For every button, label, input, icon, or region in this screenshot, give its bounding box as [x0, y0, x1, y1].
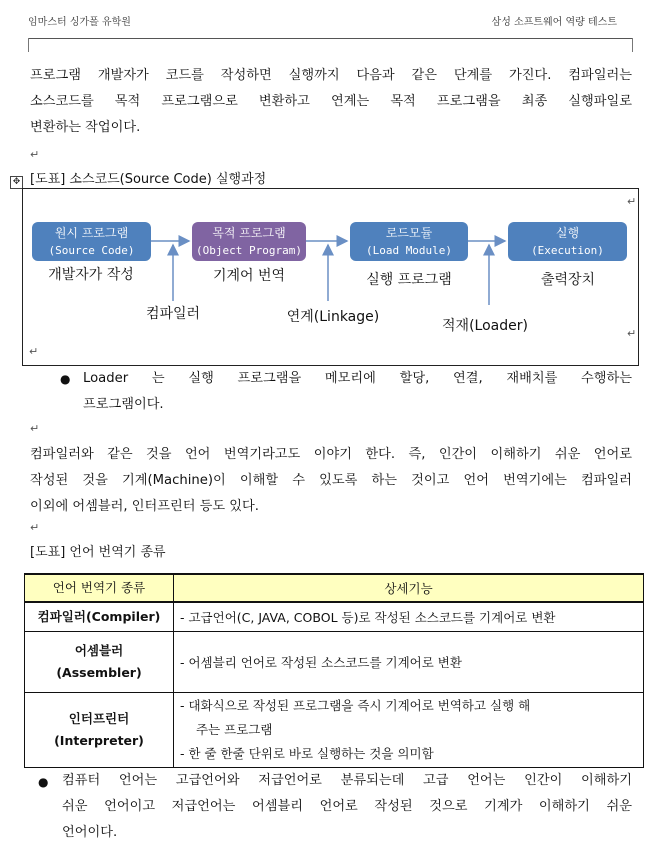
box-subtitle: (Object Program)	[196, 244, 302, 257]
box-subtitle: (Source Code)	[48, 244, 135, 257]
intro-line: 변환하는 작업이다.	[30, 120, 141, 135]
header-rule	[28, 38, 632, 39]
bullet-dot: ●	[38, 775, 49, 789]
row-name	[25, 693, 174, 768]
figure2-caption: [도표] 언어 번역기 종류	[30, 545, 166, 560]
row-name-line: (Assembler)	[56, 665, 142, 680]
row-desc-line: - 어셈블리 언어로 작성된 소스코드를 기계어로 변환	[180, 655, 462, 670]
bullet2-paragraph	[62, 768, 632, 846]
label-machine-translation: 기계어 번역	[212, 268, 286, 284]
paragraph-mark: ↵	[30, 148, 40, 161]
table-row	[25, 693, 644, 768]
row-desc-line: - 고급언어(C, JAVA, COBOL 등)로 작성된 소스코드를 기계어로 변환	[180, 610, 556, 625]
row-name-line: 인터프린터	[68, 711, 130, 726]
paragraph-mark: ↵	[30, 521, 40, 534]
box-subtitle: (Load Module)	[365, 244, 453, 257]
label-developer: 개발자가 작성	[48, 267, 134, 283]
paragraph-mark: ↵	[30, 422, 40, 435]
row-desc	[174, 632, 644, 693]
table-row	[25, 632, 644, 693]
paragraph-mark: ↵	[29, 345, 39, 358]
figure1-caption: [도표] 소스코드(Source Code) 실행과정	[30, 172, 267, 187]
row-name-line: (Interpreter)	[54, 733, 144, 748]
row-name-line: 컴파일러(Compiler)	[37, 609, 161, 624]
margin-tick-right	[632, 38, 633, 52]
paragraph2-line: 컴파일러와 같은 것을 언어 번역기라고도 이야기 한다. 즉, 인간이 이해하기 쉬운 언어로	[30, 447, 632, 462]
paragraph2	[30, 442, 632, 520]
label-executable: 실행 프로그램	[366, 272, 452, 288]
table-row	[25, 602, 644, 632]
paragraph-mark: ↵	[627, 327, 637, 340]
box-subtitle: (Execution)	[531, 244, 604, 257]
intro-line: 프로그램 개발자가 코드를 작성하면 실행까지 다음과 같은 단계를 가진다. 컴파일러는	[30, 68, 632, 83]
row-name	[25, 602, 174, 632]
paragraph2-line: 작성된 것을 기계(Machine)이 이해할 수 있도록 하는 것이고 언어 번역기에는 컴파일러	[30, 473, 632, 488]
bullet2-line: 언어이다.	[62, 825, 118, 840]
flow-diagram	[22, 188, 639, 366]
row-desc	[174, 693, 644, 768]
intro-line: 소스코드를 목적 프로그램으로 변환하고 연계는 목적 프로그램을 최종 실행파일로	[30, 94, 632, 109]
paragraph2-line: 이외에 어셈블러, 인터프린터 등도 있다.	[30, 499, 259, 514]
header-type: 언어 번역기 종류	[25, 574, 174, 602]
label-loader: 적재(Loader)	[442, 318, 528, 334]
row-name	[25, 632, 174, 693]
label-compiler: 컴파일러	[145, 306, 201, 322]
bullet2-line: 쉬운 언어이고 저급언어는 어셈블리 언어로 작성된 것으로 기계가 이해하기 쉬운	[62, 799, 632, 814]
table-header-row	[25, 574, 644, 602]
row-name-line: 어셈블러	[74, 643, 124, 658]
intro-paragraph	[30, 63, 632, 141]
bullet2-line: 컴퓨터 언어는 고급언어와 저급언어로 분류되는데 고급 언어는 인간이 이해하기	[62, 773, 632, 788]
label-linkage: 연계(Linkage)	[286, 309, 380, 325]
margin-tick-left	[28, 38, 29, 52]
header-left-title: 임마스터 싱가폴 유학원	[28, 17, 131, 28]
row-desc	[174, 602, 644, 632]
bullet1-line: 프로그램이다.	[83, 397, 164, 412]
bullet1-line: Loader 는 실행 프로그램을 메모리에 할당, 연결, 재배치를 수행하는	[83, 371, 632, 386]
translator-table	[24, 573, 644, 768]
row-desc-line: - 한 줄 한줄 단위로 바로 실행하는 것을 의미함	[180, 746, 434, 761]
bullet-dot: ●	[60, 372, 71, 386]
box-title: 로드모듈	[385, 226, 433, 240]
label-output-device: 출력장치	[540, 272, 596, 288]
row-desc-line: - 대화식으로 작성된 프로그램을 즉시 기계어로 번역하고 실행 해	[180, 698, 531, 713]
header-detail: 상세기능	[174, 574, 644, 602]
box-title: 목적 프로그램	[212, 226, 286, 240]
table-move-icon[interactable]: ✥	[10, 176, 23, 189]
paragraph-mark: ↵	[627, 195, 637, 208]
bullet1-paragraph	[83, 366, 632, 418]
box-title: 원시 프로그램	[54, 226, 129, 240]
row-desc-line: 주는 프로그램	[196, 722, 273, 737]
header-right-title: 삼성 소프트웨어 역량 테스트	[491, 17, 617, 28]
box-title: 실행	[555, 226, 580, 240]
